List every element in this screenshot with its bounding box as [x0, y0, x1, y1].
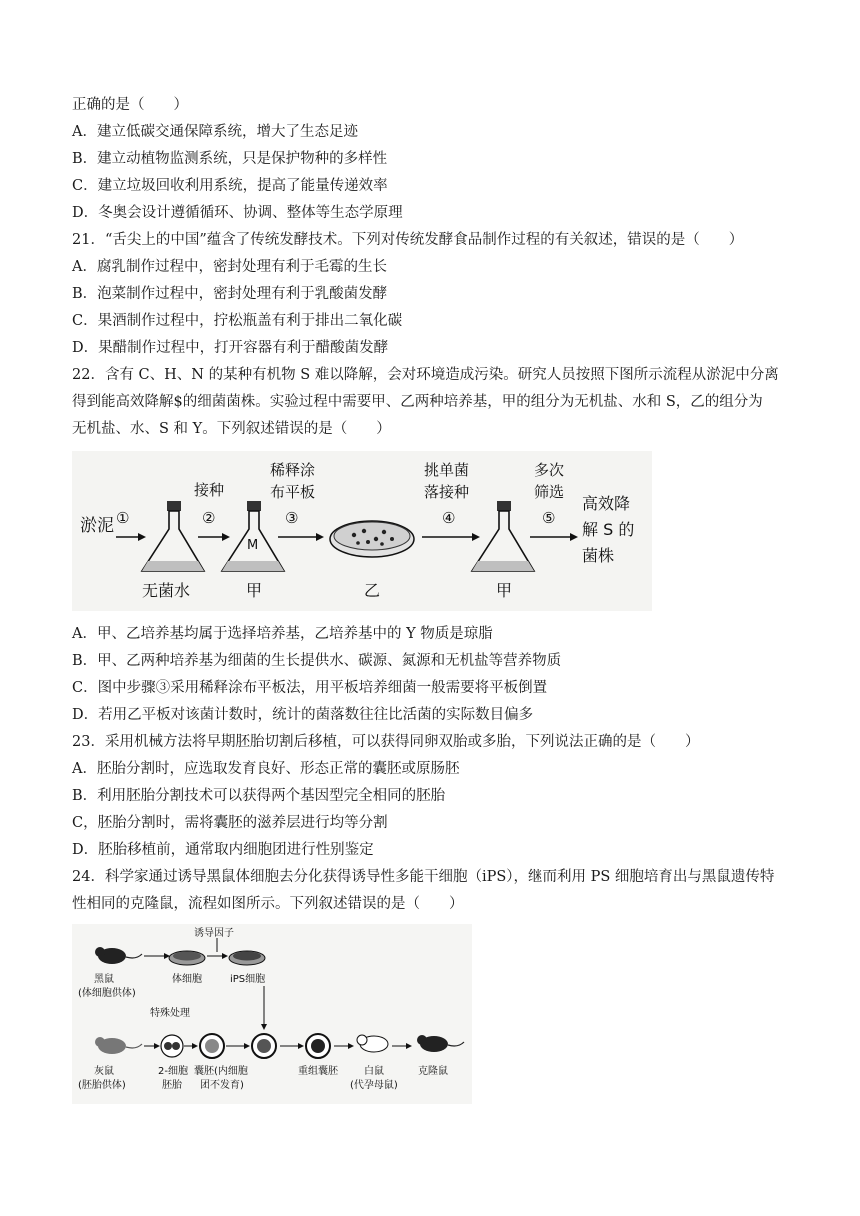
step-2-label: 接种 [194, 481, 225, 499]
clone-label: 克隆鼠 [418, 1066, 448, 1077]
step-4-marker: ④ [442, 509, 456, 527]
plate-label: 乙 [364, 581, 381, 600]
q24-stem-line: 24．科学家通过诱导黑鼠体细胞去分化获得诱导性多能干细胞（iPS），继而利用 PS 细胞培育出与黑鼠遗传特 [72, 869, 775, 885]
q22-option-c: C．图中步骤③采用稀释涂布平板法，用平板培养细菌一般需要将平板倒置 [72, 680, 548, 696]
recombined-label: 重组囊胚 [298, 1066, 338, 1077]
black-mouse-note: (体细胞供体) [78, 988, 136, 999]
q20-option-b: B．建立动植物监测系统，只是保护物种的多样性 [72, 151, 388, 167]
white-mouse-label: 白鼠 [364, 1066, 384, 1077]
q21-stem: 21．“舌尖上的中国”蕴含了传统发酵技术。下列对传统发酵食品制作过程的有关叙述，错误的是（ ） [72, 232, 744, 248]
step-5-marker: ⑤ [542, 509, 556, 527]
q22-option-b: B．甲、乙两种培养基为细菌的生长提供水、碳源、氮源和无机盐等营养物质 [72, 653, 562, 669]
q22-option-d: D．若用乙平板对该菌计数时，统计的菌落数往往比活菌的实际数目偏多 [72, 707, 534, 723]
q20-option-c: C．建立垃圾回收利用系统，提高了能量传递效率 [72, 178, 388, 194]
q22-stem-line: 22．含有 C、H、N 的某种有机物 S 难以降解，会对环境造成污染。研究人员按照下图所示流程从淤泥中分离 [72, 367, 779, 383]
flask-2-label: 甲 [246, 581, 263, 600]
black-mouse-label: 黑鼠 [94, 974, 114, 985]
q20-option-d: D．冬奥会设计遵循循环、协调、整体等生态学原理 [72, 205, 403, 221]
somatic-label: 体细胞 [172, 974, 202, 985]
q20-stem-tail: 正确的是（ ） [72, 97, 188, 113]
blasto-label-2: 团不发育) [200, 1080, 244, 1091]
two-cell-label: 2-细胞 [158, 1066, 188, 1077]
step-3-label-a: 稀释涂 [270, 461, 316, 479]
q21-option-c: C．果酒制作过程中，拧松瓶盖有利于排出二氧化碳 [72, 313, 403, 329]
step-4-label-b: 落接种 [424, 483, 470, 501]
recombined-blastocyst-icon [306, 1034, 330, 1058]
step-5-label-b: 筛选 [534, 483, 565, 501]
grey-mouse-note: (胚胎供体) [78, 1080, 126, 1091]
exam-page [72, 92, 802, 1104]
q21-option-a: A．腐乳制作过程中，密封处理有利于毛霉的生长 [72, 259, 387, 275]
q23-stem: 23．采用机械方法将早期胚胎切割后移植，可以获得同卵双胎或多胎，下列说法正确的是（ ） [72, 734, 700, 750]
grey-mouse-label: 灰鼠 [94, 1066, 114, 1077]
white-mouse-note: (代孕母鼠) [350, 1080, 398, 1091]
q23-option-d: D．胚胎移植前，通常取内细胞团进行性别鉴定 [72, 842, 374, 858]
two-cell-label-2: 胚胎 [162, 1080, 182, 1091]
q22-flow-diagram [72, 451, 652, 611]
result-label-b: 解 S 的 [582, 520, 635, 539]
q22-option-a: A．甲、乙培养基均属于选择培养基，乙培养基中的 Y 物质是琼脂 [72, 626, 493, 642]
q22-stem-line: 得到能高效降解$的细菌菌株。实验过程中需要甲、乙两种培养基，甲的组分为无机盐、水和 S，乙的组分为 [72, 394, 763, 410]
source-label: 淤泥 [80, 516, 114, 536]
flask-1-label: 无菌水 [142, 581, 191, 600]
q23-option-a: A．胚胎分割时，应选取发育良好、形态正常的囊胚或原肠胚 [72, 761, 460, 777]
q22-stem-line: 无机盐、水、S 和 Y。下列叙述错误的是（ ） [72, 421, 391, 437]
two-cell-embryo-icon [161, 1035, 183, 1057]
special-label: 特殊处理 [150, 1008, 190, 1019]
q21-option-b: B．泡菜制作过程中，密封处理有利于乳酸菌发酵 [72, 286, 388, 302]
petri-plate-yi [330, 521, 414, 557]
result-label-c: 菌株 [582, 546, 615, 565]
step-5-label-a: 多次 [534, 461, 565, 479]
factor-label: 诱导因子 [194, 928, 234, 939]
injected-blastocyst-icon [252, 1034, 276, 1058]
q20-option-a: A．建立低碳交通保障系统，增大了生态足迹 [72, 124, 358, 140]
blastocyst-icon [200, 1034, 224, 1058]
step-4-label-a: 挑单菌 [424, 461, 470, 479]
step-1-marker: ① [116, 509, 130, 527]
q24-clone-diagram [72, 924, 472, 1104]
blasto-label: 囊胚(内细胞 [194, 1066, 248, 1077]
ips-label: iPS细胞 [230, 974, 266, 985]
flask-2-mark: M [247, 538, 259, 553]
step-3-label-b: 布平板 [270, 483, 316, 501]
somatic-dish-icon [169, 951, 205, 965]
step-3-marker: ③ [285, 509, 299, 527]
q24-stem-line: 性相同的克隆鼠，流程如图所示。下列叙述错误的是（ ） [72, 896, 464, 912]
q23-option-b: B．利用胚胎分割技术可以获得两个基因型完全相同的胚胎 [72, 788, 446, 804]
q23-option-c: C，胚胎分割时，需将囊胚的滋养层进行均等分割 [72, 815, 388, 831]
ips-dish-icon [229, 951, 265, 965]
flask-3-label: 甲 [496, 581, 513, 600]
step-2-marker: ② [202, 509, 216, 527]
q21-option-d: D．果醋制作过程中，打开容器有利于醋酸菌发酵 [72, 340, 389, 356]
result-label-a: 高效降 [582, 494, 631, 513]
